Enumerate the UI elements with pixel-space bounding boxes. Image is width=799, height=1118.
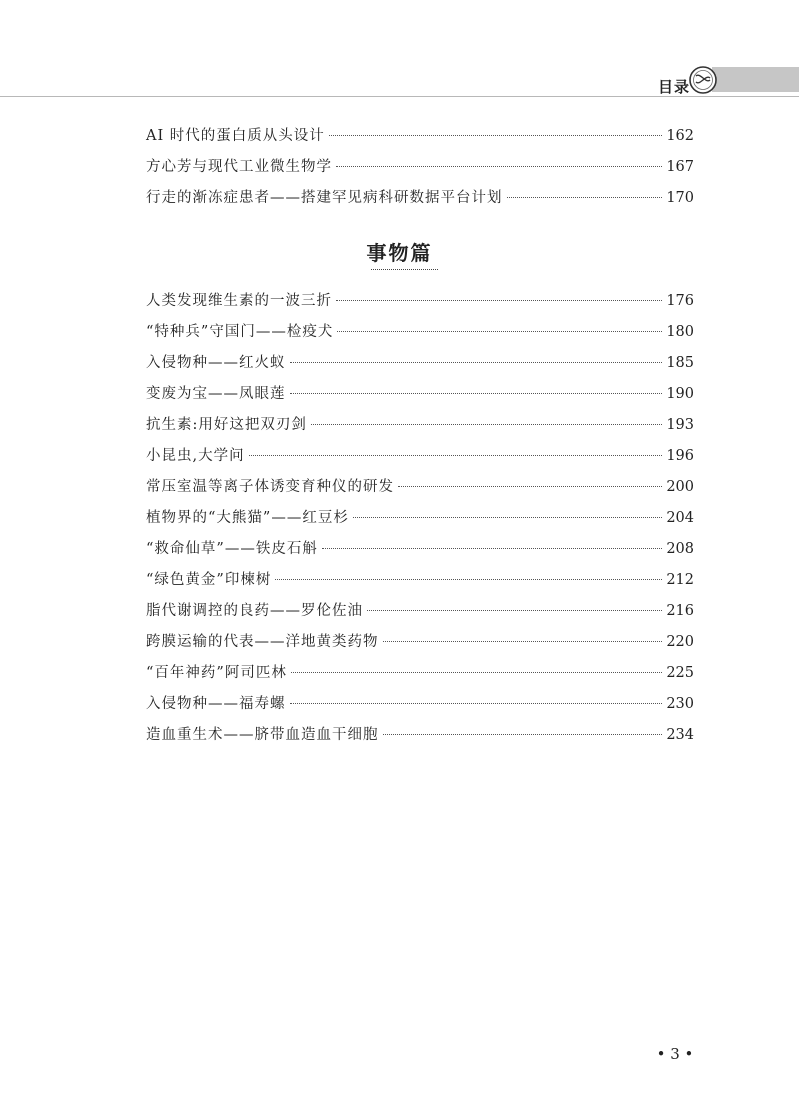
- toc-entry[interactable]: [146, 661, 694, 685]
- toc-entry-title: 方心芳与现代工业微生物学: [146, 159, 332, 175]
- toc-entry-page: 216: [666, 603, 694, 619]
- toc-entry-page: 185: [666, 355, 694, 371]
- toc-leader-dots: [275, 579, 662, 580]
- page-number: • 3 •: [656, 1045, 694, 1063]
- toc-entry-page: 220: [666, 634, 694, 650]
- toc-leader-dots: [353, 517, 662, 518]
- toc-entry-title: 小昆虫,大学问: [146, 448, 245, 464]
- toc-entry-page: 204: [666, 510, 694, 526]
- toc-entry-title: AI 时代的蛋白质从头设计: [146, 128, 325, 144]
- dna-circle-icon: [688, 65, 718, 95]
- toc-entry-page: 162: [666, 128, 694, 144]
- toc-leader-dots: [367, 610, 662, 611]
- toc-entry[interactable]: [146, 351, 694, 375]
- toc-entry-title: 植物界的“大熊猫”——红豆杉: [146, 510, 349, 526]
- toc-entry[interactable]: [146, 124, 694, 148]
- toc-entry[interactable]: [146, 568, 694, 592]
- header-band: [712, 67, 799, 92]
- toc-entry-page: 208: [666, 541, 694, 557]
- toc-leader-dots: [337, 331, 662, 332]
- toc-entry-page: 200: [666, 479, 694, 495]
- toc-entry-title: “特种兵”守国门——检疫犬: [146, 324, 334, 340]
- toc-entry[interactable]: [146, 186, 694, 210]
- toc-entry[interactable]: [146, 413, 694, 437]
- toc-entry[interactable]: [146, 630, 694, 654]
- toc-leader-dots: [329, 135, 663, 136]
- toc-entry-title: 抗生素:用好这把双刃剑: [146, 417, 307, 433]
- toc-entry[interactable]: [146, 537, 694, 561]
- toc-entry-title: 入侵物种——福寿螺: [146, 696, 286, 712]
- toc-entry-title: “绿色黄金”印楝树: [146, 572, 272, 588]
- toc-leader-dots: [290, 703, 663, 704]
- toc-entry-title: 变废为宝——凤眼莲: [146, 386, 286, 402]
- toc-entry[interactable]: [146, 692, 694, 716]
- toc-leader-dots: [336, 166, 662, 167]
- toc-leader-dots: [311, 424, 662, 425]
- toc-entry-page: 190: [666, 386, 694, 402]
- toc-entry-page: 234: [666, 727, 694, 743]
- toc-leader-dots: [291, 672, 662, 673]
- toc-entry[interactable]: [146, 155, 694, 179]
- toc-entry-page: 170: [666, 190, 694, 206]
- toc-entry[interactable]: [146, 289, 694, 313]
- page-header: [0, 0, 799, 100]
- toc-leader-dots: [398, 486, 662, 487]
- toc-entry[interactable]: [146, 599, 694, 623]
- toc-leader-dots: [249, 455, 663, 456]
- toc-entry[interactable]: [146, 506, 694, 530]
- toc-entry-title: “百年神药”阿司匹林: [146, 665, 287, 681]
- toc-entry-title: 跨膜运输的代表——洋地黄类药物: [146, 634, 379, 650]
- toc-leader-dots: [507, 197, 663, 198]
- section-title: 事物篇: [366, 241, 433, 265]
- toc-entry-title: 造血重生术——脐带血造血干细胞: [146, 727, 379, 743]
- toc-entry-title: 入侵物种——红火蚁: [146, 355, 286, 371]
- toc-entry[interactable]: [146, 320, 694, 344]
- toc-entry-page: 212: [666, 572, 694, 588]
- toc-entry-page: 193: [666, 417, 694, 433]
- toc-leader-dots: [336, 300, 662, 301]
- toc-entry-page: 225: [666, 665, 694, 681]
- toc-entry[interactable]: [146, 444, 694, 468]
- header-title: 目录: [658, 78, 691, 96]
- toc-entry-title: 行走的渐冻症患者——搭建罕见病科研数据平台计划: [146, 190, 503, 206]
- toc-entry[interactable]: [146, 382, 694, 406]
- toc-entry-page: 167: [666, 159, 694, 175]
- toc-entry-title: 常压室温等离子体诱变育种仪的研发: [146, 479, 394, 495]
- toc-entry-title: 脂代谢调控的良药——罗伦佐油: [146, 603, 363, 619]
- toc-entry-page: 230: [666, 696, 694, 712]
- toc-leader-dots: [290, 362, 663, 363]
- toc-leader-dots: [383, 641, 663, 642]
- toc-entry-page: 176: [666, 293, 694, 309]
- section-title-underline: [371, 269, 438, 270]
- toc-entry-title: 人类发现维生素的一波三折: [146, 293, 332, 309]
- toc-entry[interactable]: [146, 723, 694, 747]
- toc-entry[interactable]: [146, 475, 694, 499]
- toc-entry-page: 196: [666, 448, 694, 464]
- toc-leader-dots: [383, 734, 663, 735]
- toc-leader-dots: [290, 393, 663, 394]
- toc-entry-title: “救命仙草”——铁皮石斛: [146, 541, 318, 557]
- toc-entry-page: 180: [666, 324, 694, 340]
- toc-leader-dots: [322, 548, 662, 549]
